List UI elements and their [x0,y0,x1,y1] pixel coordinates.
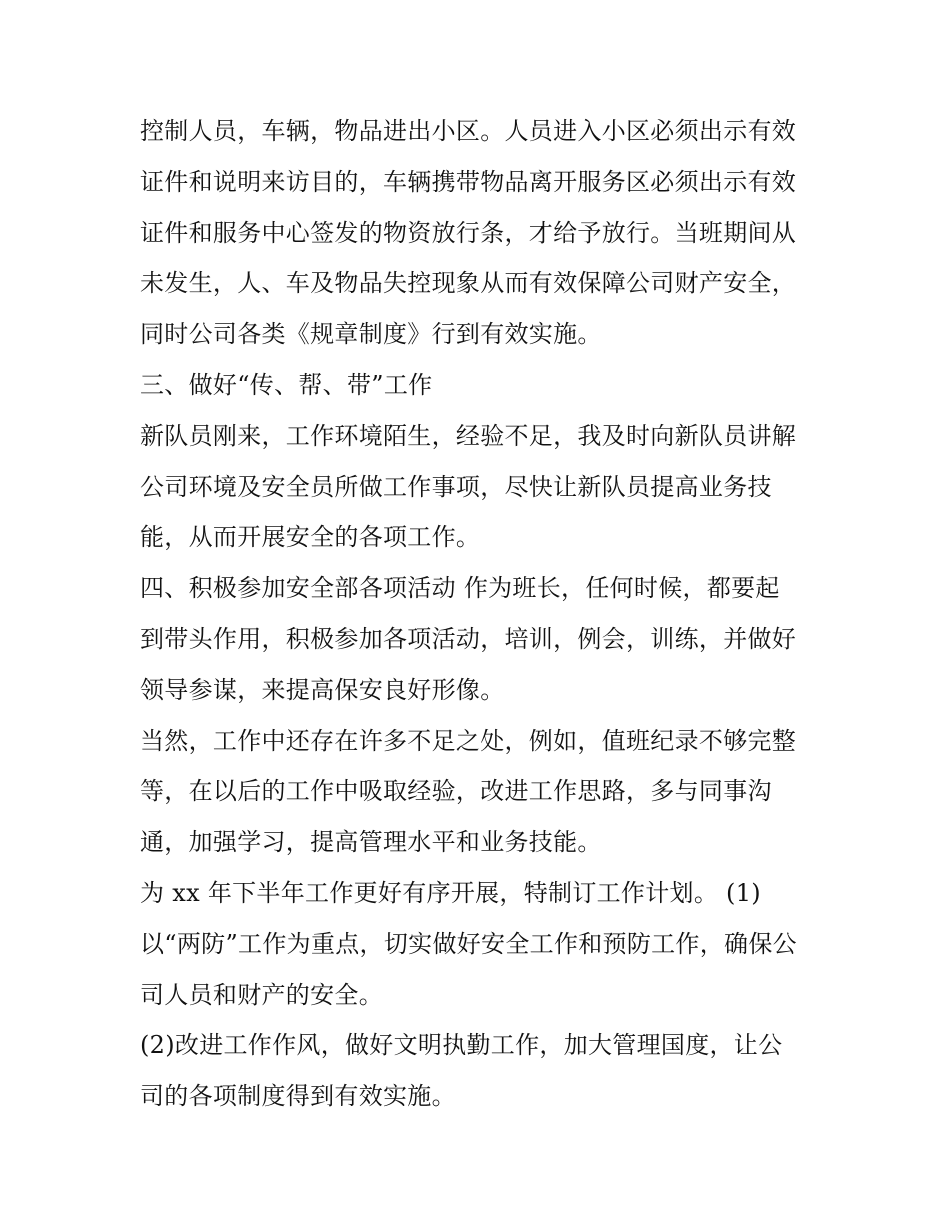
text-line: 同时公司各类《规章制度》行到有效实施。 [140,320,602,349]
text-line: 等，在以后的工作中吸取经验，改进工作思路，多与同事沟 [140,777,772,806]
text-line: 控制人员，车辆，物品进出小区。人员进入小区必须出示有效 [140,117,797,145]
text-line: 证件和服务中心签发的物资放行条，才给予放行。当班期间从 [140,218,797,247]
document-body [140,106,820,1122]
text-line: 能，从而开展安全的各项工作。 [140,523,481,552]
text-line: 到带头作用，积极参加各项活动，培训，例会，训练，并做好 [140,624,797,653]
text-line: 司的各项制度得到有效实施。 [140,1082,456,1111]
section-heading-4: 四、积极参加安全部各项活动 作为班长，任何时候，都要起 [140,574,780,603]
text-line: 通，加强学习，提高管理水平和业务技能。 [140,828,602,857]
text-line: 当然，工作中还存在许多不足之处，例如，值班纪录不够完整 [140,726,797,755]
text-line: 为 xx 年下半年工作更好有序开展，特制订工作计划。 (1) [140,878,761,907]
text-line: 公司环境及安全员所做工作事项，尽快让新队员提高业务技 [140,472,772,501]
plan-item-2: (2)改进工作作风，做好文明执勤工作，加大管理国度，让公 [140,1031,783,1060]
text-line: 新队员刚来，工作环境陌生，经验不足，我及时向新队员讲解 [140,421,797,450]
text-line: 证件和说明来访目的，车辆携带物品离开服务区必须出示有效 [140,167,797,196]
text-line: 领导参谋，来提高保安良好形像。 [140,675,505,704]
text-line: 司人员和财产的安全。 [140,980,383,1009]
section-heading-3: 三、做好“传、帮、带”工作 [140,370,433,399]
plan-item-1: 以“两防”工作为重点，切实做好安全工作和预防工作，确保公 [140,929,797,958]
text-line: 未发生，人、车及物品失控现象从而有效保障公司财产安全， [140,269,797,298]
